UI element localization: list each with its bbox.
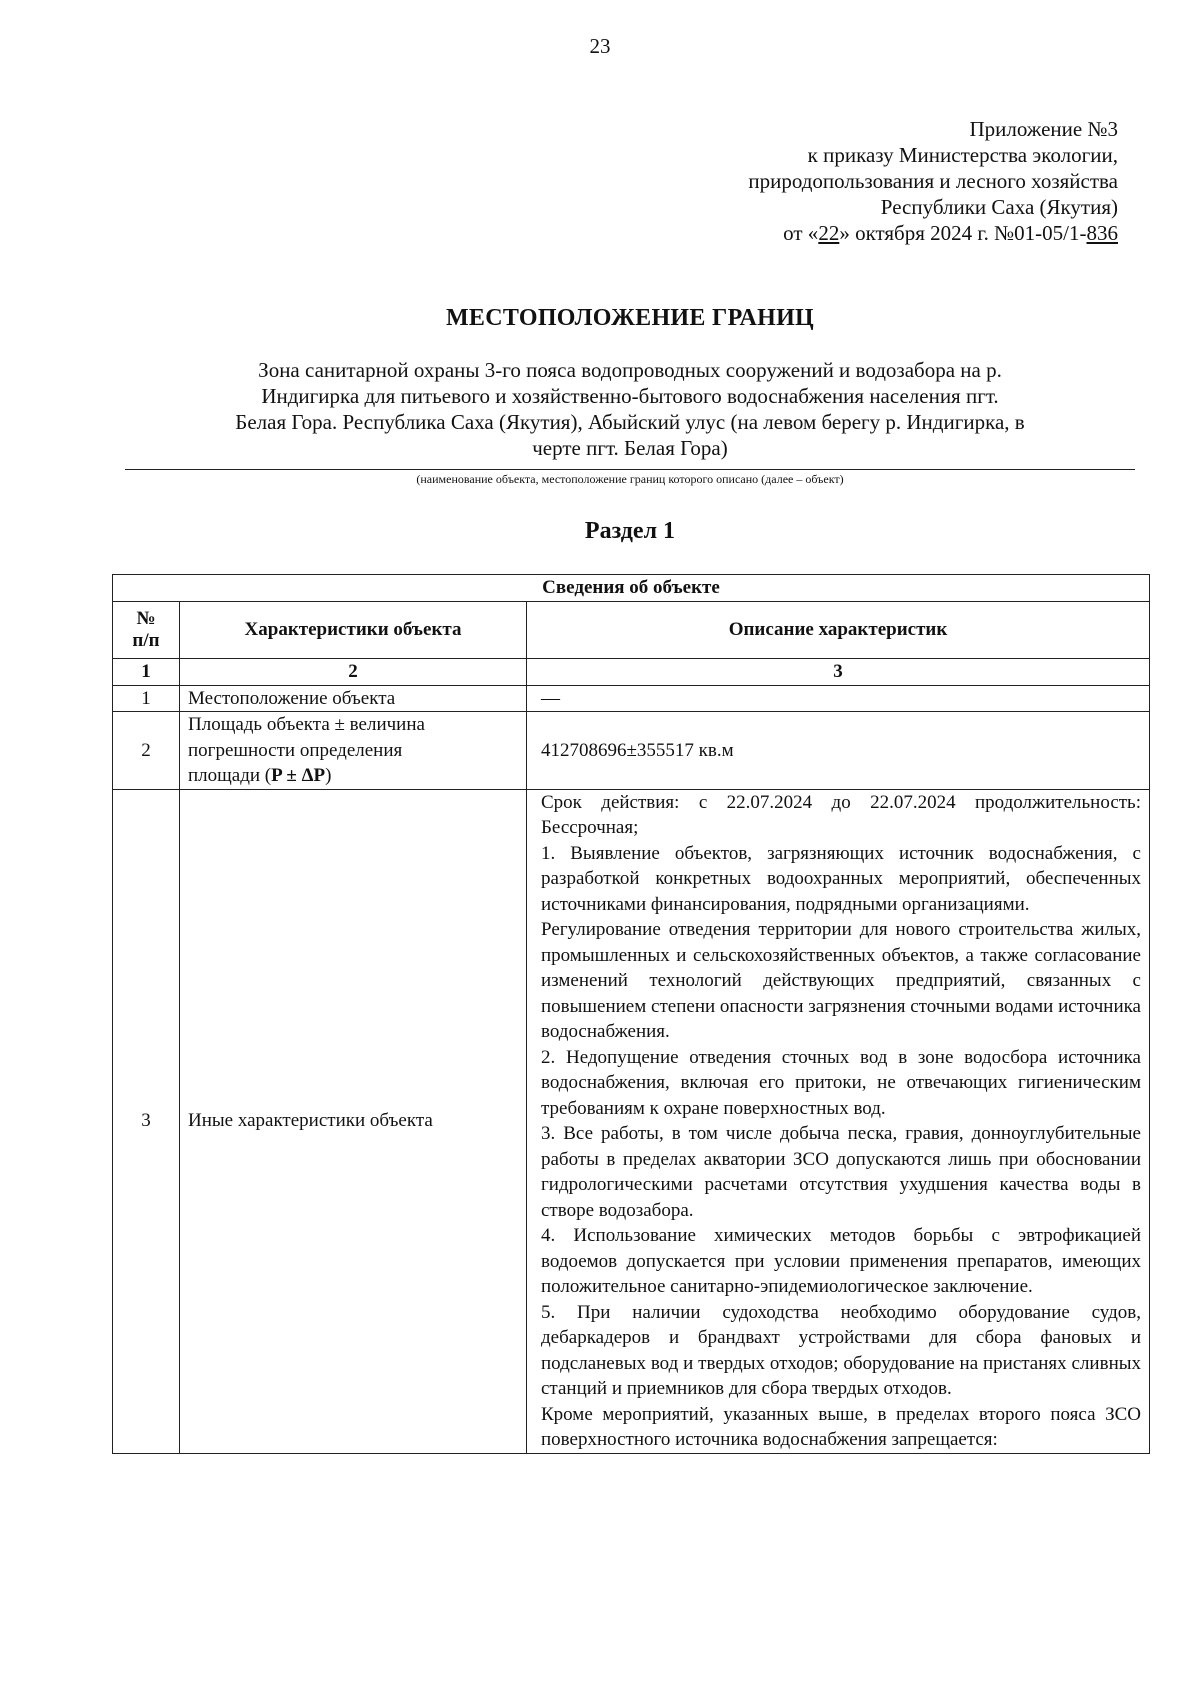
area-formula: P ± ΔP: [271, 765, 326, 786]
header-description: Описание характеристик: [527, 602, 1150, 659]
row-characteristic: [180, 712, 527, 790]
appendix-line: природопользования и лесного хозяйства: [748, 169, 1118, 193]
table-row: [113, 685, 1150, 712]
object-name-line: Индигирка для питьевого и хозяйственно-бытового водоснабжения населения пгт.: [261, 384, 999, 408]
table-header-row: [113, 602, 1150, 659]
index-cell: 1: [113, 659, 180, 686]
row-description: —: [527, 685, 1150, 712]
row-description: 412708696±355517 кв.м: [527, 712, 1150, 790]
main-title: МЕСТОПОЛОЖЕНИЕ ГРАНИЦ: [445, 305, 815, 331]
characteristic-line: [188, 763, 518, 789]
object-name-caption: (наименование объекта, местоположение границ которого описано (далее – объект): [416, 472, 844, 486]
date-mid: » октября 2024 г. №01-05/1-: [839, 221, 1087, 245]
index-cell: 3: [527, 659, 1150, 686]
appendix-line: Приложение №3: [969, 117, 1118, 141]
description-paragraph: Срок действия: с 22.07.2024 до 22.07.2024 продолжительность: Бессрочная;: [541, 791, 1141, 838]
object-name-line: Белая Гора. Республика Саха (Якутия), Абыйский улус (на левом берегу р. Индигирка, в: [235, 410, 1025, 434]
description-paragraph: 1. Выявление объектов, загрязняющих источник водоснабжения, с разработкой конкретных водоохранных мероприятий, обеспеченных источниками финансирования, подрядными организациями.: [541, 842, 1141, 915]
row-characteristic: Местоположение объекта: [180, 685, 527, 712]
header-number-line: №: [136, 608, 156, 629]
area-label-prefix: площади (: [188, 765, 272, 786]
characteristic-line: погрешности определения: [188, 739, 403, 761]
table-index-row: [113, 659, 1150, 686]
appendix-block: [748, 116, 1118, 246]
appendix-date-line: [748, 220, 1118, 246]
header-characteristic: Характеристики объекта: [180, 602, 527, 659]
area-label-suffix: ): [325, 765, 332, 786]
date-day: 22: [818, 221, 840, 245]
description-paragraph: Регулирование отведения территории для нового строительства жилых, промышленных и сельскохозяйственных объектов, а также согласование изменений технологий действующих предприятий, связанных с повышением степени опасности загрязнения сточными водами источника водоснабжения.: [541, 919, 1141, 1042]
appendix-line: к приказу Министерства экологии,: [807, 143, 1118, 167]
row-description: [527, 789, 1150, 1453]
object-name-line: черте пгт. Белая Гора): [532, 436, 728, 460]
index-cell: 2: [180, 659, 527, 686]
table-caption-row: [113, 575, 1150, 602]
characteristic-line: Площадь объекта ± величина: [188, 714, 425, 735]
description-paragraph: Кроме мероприятий, указанных выше, в пределах второго пояса ЗСО поверхностного источника водоснабжения запрещается:: [541, 1403, 1141, 1450]
order-number: 836: [1086, 221, 1118, 245]
row-number: 1: [113, 685, 180, 712]
row-number: 2: [113, 712, 180, 790]
object-name: [125, 357, 1135, 461]
object-name-line: Зона санитарной охраны 3-го пояса водопроводных сооружений и водозабора на р.: [258, 358, 1002, 382]
description-paragraph: 2. Недопущение отведения сточных вод в зоне водосбора источника водоснабжения, включая его притоки, не отвечающих гигиеническим требованиям к охране поверхностных вод.: [541, 1046, 1141, 1119]
section-title: Раздел 1: [584, 518, 676, 544]
header-number-line: п/п: [132, 630, 160, 651]
page-number: 23: [589, 34, 611, 58]
row-number: 3: [113, 789, 180, 1453]
header-number: [113, 602, 180, 659]
description-paragraph: 3. Все работы, в том числе добыча песка, гравия, донноуглубительные работы в пределах акватории ЗСО допускаются лишь при обосновании гидрологическими расчетами отсутствия ухудшения качества воды в створе водозабора.: [541, 1123, 1141, 1221]
object-name-underline: [125, 469, 1135, 470]
table-row: [113, 789, 1150, 1453]
table-row: [113, 712, 1150, 790]
date-prefix: от «: [783, 221, 819, 245]
table-caption: Сведения об объекте: [113, 575, 1150, 602]
description-paragraph: 5. При наличии судоходства необходимо оборудование судов, дебаркадеров и брандвахт устройствами для сбора фановых и подсланевых вод и твердых отходов; оборудование на пристанях сливных станций и приемников для сбора твердых отходов.: [541, 1301, 1141, 1399]
object-info-table: [112, 574, 1150, 1454]
row-characteristic: Иные характеристики объекта: [180, 789, 527, 1453]
appendix-line: Республики Саха (Якутия): [880, 195, 1118, 219]
description-paragraph: 4. Использование химических методов борьбы с эвтрофикацией водоемов допускается при условии применения препаратов, имеющих положительное санитарно-эпидемиологическое заключение.: [541, 1225, 1141, 1297]
